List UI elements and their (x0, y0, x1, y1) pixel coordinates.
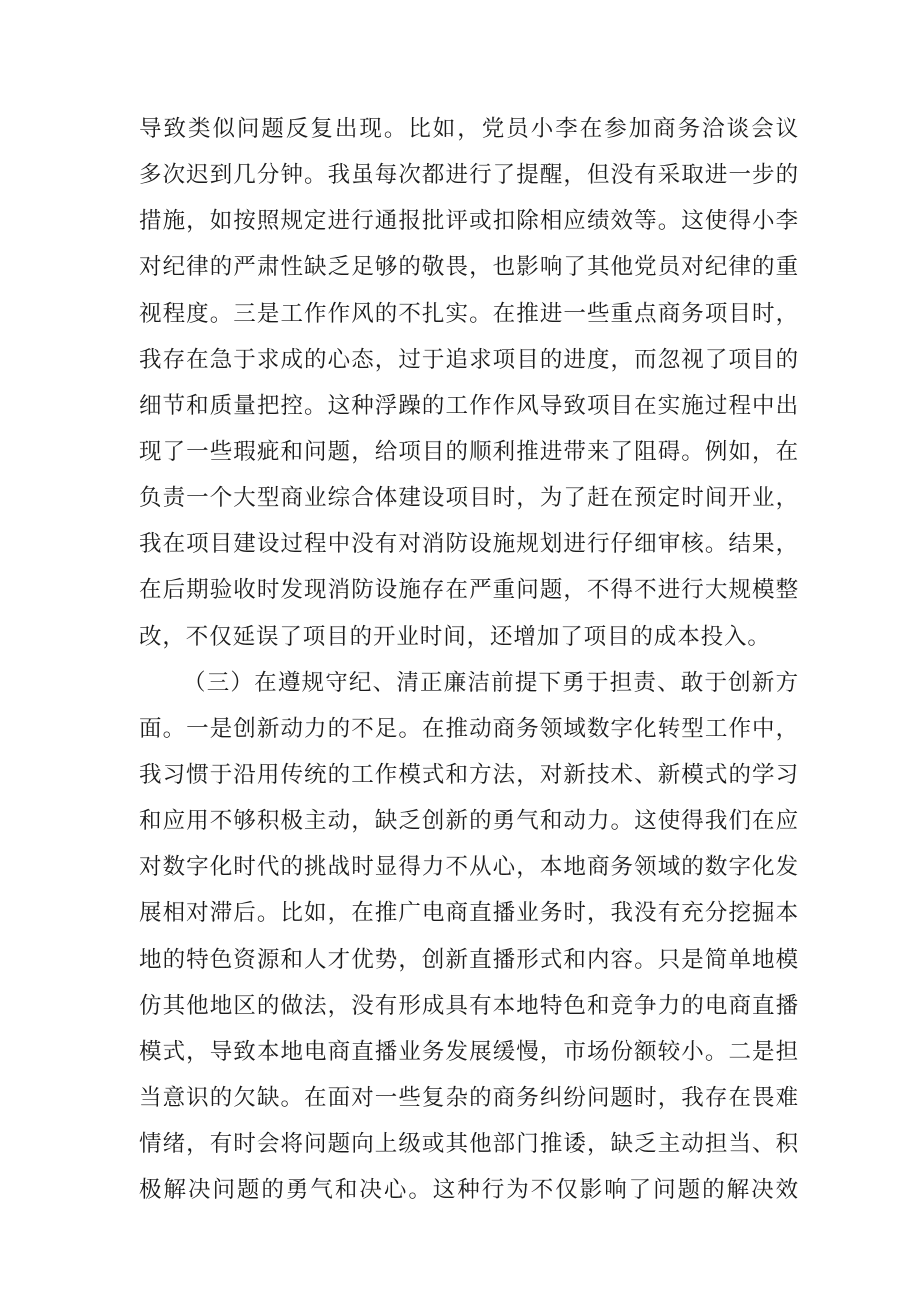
text-line: 情绪，有时会将问题向上级或其他部门推诿，缺乏主动担当、积 (139, 1131, 799, 1158)
text-line: 对纪律的严肃性缺乏足够的敬畏，也影响了其他党员对纪律的重 (139, 254, 799, 281)
text-line: 我习惯于沿用传统的工作模式和方法，对新技术、新模式的学习 (139, 761, 799, 788)
text-line: 改，不仅延误了项目的开业时间，还增加了项目的成本投入。 (139, 623, 771, 650)
text-line: 面。一是创新动力的不足。在推动商务领域数字化转型工作中， (139, 715, 799, 742)
text-line: 和应用不够积极主动，缺乏创新的勇气和动力。这使得我们在应 (139, 808, 799, 835)
text-line: 我在项目建设过程中没有对消防设施规划进行仔细审核。结果， (139, 531, 799, 558)
text-line: 展相对滞后。比如，在推广电商直播业务时，我没有充分挖掘本 (139, 900, 799, 927)
body-text (139, 106, 799, 1213)
text-line: 在后期验收时发现消防设施存在严重问题，不得不进行大规模整 (139, 577, 799, 604)
text-line: 对数字化时代的挑战时显得力不从心，本地商务领域的数字化发 (139, 854, 799, 881)
text-line: 导致类似问题反复出现。比如，党员小李在参加商务洽谈会议 (139, 116, 799, 142)
text-line: 当意识的欠缺。在面对一些复杂的商务纠纷问题时，我存在畏难 (139, 1084, 799, 1111)
text-line: 仿其他地区的做法，没有形成具有本地特色和竞争力的电商直播 (139, 992, 799, 1019)
text-line: 极解决问题的勇气和决心。这种行为不仅影响了问题的解决效 (139, 1177, 799, 1204)
text-line: 负责一个大型商业综合体建设项目时，为了赶在预定时间开业， (139, 485, 799, 512)
text-line: 我存在急于求成的心态，过于追求项目的进度，而忽视了项目的 (139, 346, 799, 373)
text-line: 细节和质量把控。这种浮躁的工作作风导致项目在实施过程中出 (139, 392, 799, 419)
text-line: 模式，导致本地电商直播业务发展缓慢，市场份额较小。二是担 (139, 1038, 799, 1065)
paragraph-first-line: （三）在遵规守纪、清正廉洁前提下勇于担责、敢于创新方 (183, 669, 799, 696)
text-line: 地的特色资源和人才优势，创新直播形式和内容。只是简单地模 (139, 946, 799, 973)
text-line: 现了一些瑕疵和问题，给项目的顺利推进带来了阻碍。例如，在 (139, 438, 799, 465)
text-line: 措施，如按照规定进行通报批评或扣除相应绩效等。这使得小李 (139, 208, 799, 235)
text-line: 多次迟到几分钟。我虽每次都进行了提醒，但没有采取进一步的 (139, 162, 799, 189)
text-line: 视程度。三是工作作风的不扎实。在推进一些重点商务项目时， (139, 300, 799, 327)
